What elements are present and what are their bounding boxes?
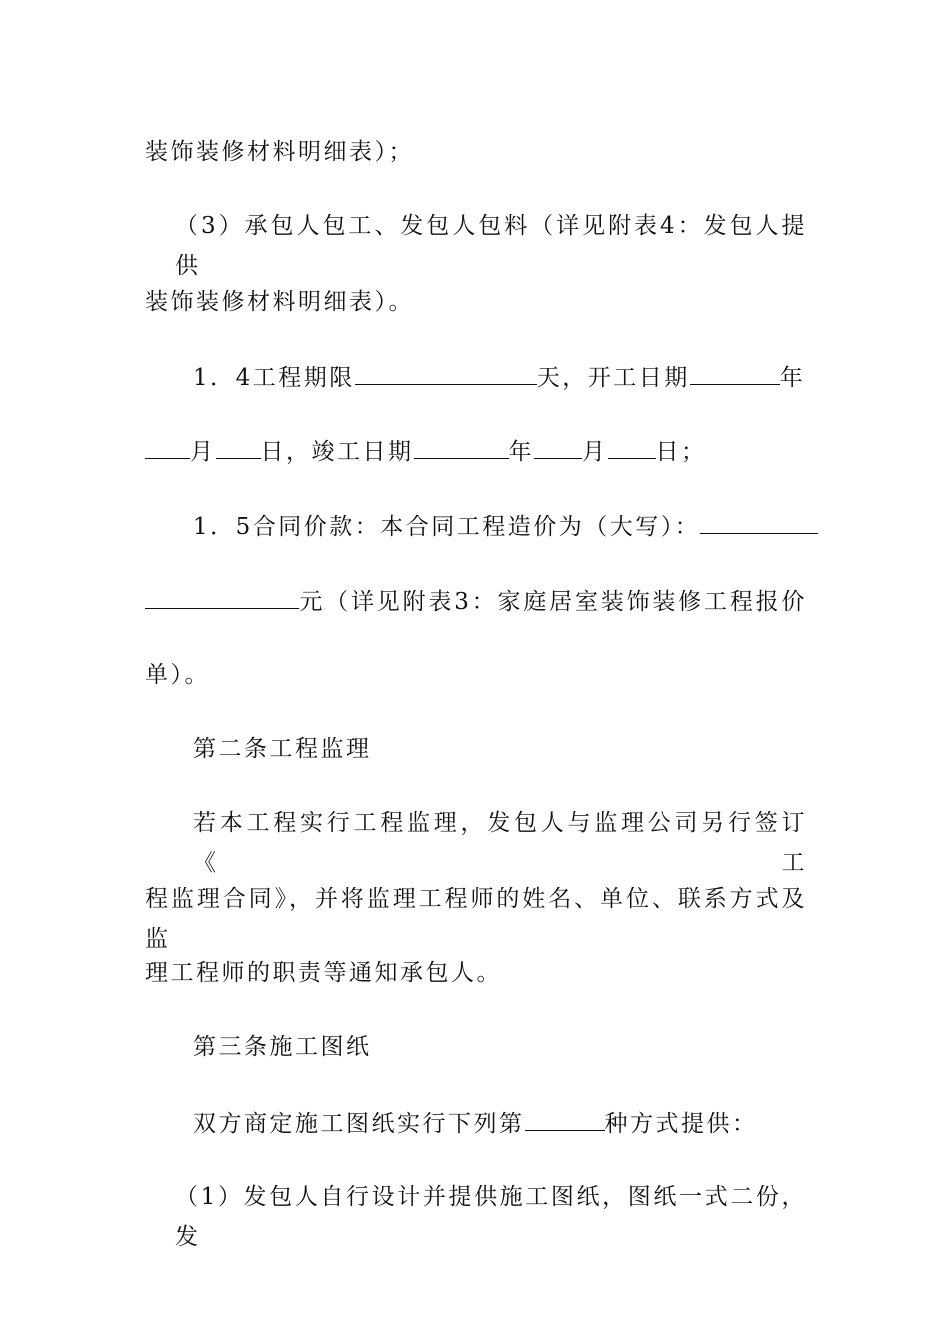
duration-label: 1．4工程期限 — [193, 365, 355, 391]
text-line — [145, 282, 807, 322]
drawing-method-line — [193, 1102, 807, 1142]
section-heading — [193, 729, 807, 769]
end-month-blank — [534, 430, 582, 459]
text-span: 单）。 — [145, 662, 210, 688]
price-line — [193, 505, 807, 545]
start-year-blank — [690, 356, 780, 385]
start-month-blank — [145, 430, 190, 459]
heading-text: 第三条施工图纸 — [193, 1034, 372, 1060]
heading-text: 第二条工程监理 — [193, 736, 372, 762]
days-blank — [355, 356, 537, 385]
text-span: 若本工程实行工程监理，发包人与监理公司另行签订《工 — [193, 810, 807, 876]
text-line — [145, 879, 807, 952]
text-span: 装饰装修材料明细表）。 — [145, 289, 414, 315]
start-day-blank — [216, 430, 261, 459]
price-blank-2 — [145, 580, 299, 609]
text-span: 理工程师的职责等通知承包人。 — [145, 960, 502, 986]
end-year-blank — [414, 430, 509, 459]
text-line — [193, 803, 807, 876]
text-line — [145, 655, 807, 695]
text-span: （3）承包人包工、发包人包料（详见附表4：发包人提供 — [175, 213, 807, 279]
month-label: 月 — [190, 439, 216, 465]
price-label: 1．5合同价款：本合同工程造价为（大写）： — [193, 514, 701, 540]
text-line — [145, 132, 807, 172]
start-date-label: 天，开工日期 — [536, 365, 690, 391]
year-label: 年 — [779, 365, 806, 391]
text-span: （1）发包人自行设计并提供施工图纸，图纸一式二份，发 — [175, 1184, 807, 1250]
price-line-2 — [145, 580, 807, 620]
end-date-label: 日，竣工日期 — [260, 439, 414, 465]
text-line — [145, 953, 807, 993]
month-label: 月 — [582, 439, 608, 465]
method-blank — [525, 1102, 605, 1131]
text-span: 双方商定施工图纸实行下列第 — [193, 1111, 525, 1137]
item-1-line — [175, 1177, 807, 1250]
item-3-line — [175, 206, 807, 279]
end-day-blank — [608, 430, 656, 459]
price-blank — [700, 505, 818, 534]
section-heading — [193, 1027, 807, 1067]
text-span: 程监理合同》，并将监理工程师的姓名、单位、联系方式及监 — [145, 886, 807, 952]
year-label: 年 — [508, 439, 534, 465]
dates-line — [145, 430, 807, 470]
text-span: 种方式提供： — [604, 1111, 758, 1137]
text-span: 装饰装修材料明细表）； — [145, 139, 414, 165]
duration-line — [193, 356, 807, 396]
text-span: 元（详见附表3：家庭居室装饰装修工程报价 — [299, 589, 807, 615]
day-label: 日； — [655, 439, 707, 465]
